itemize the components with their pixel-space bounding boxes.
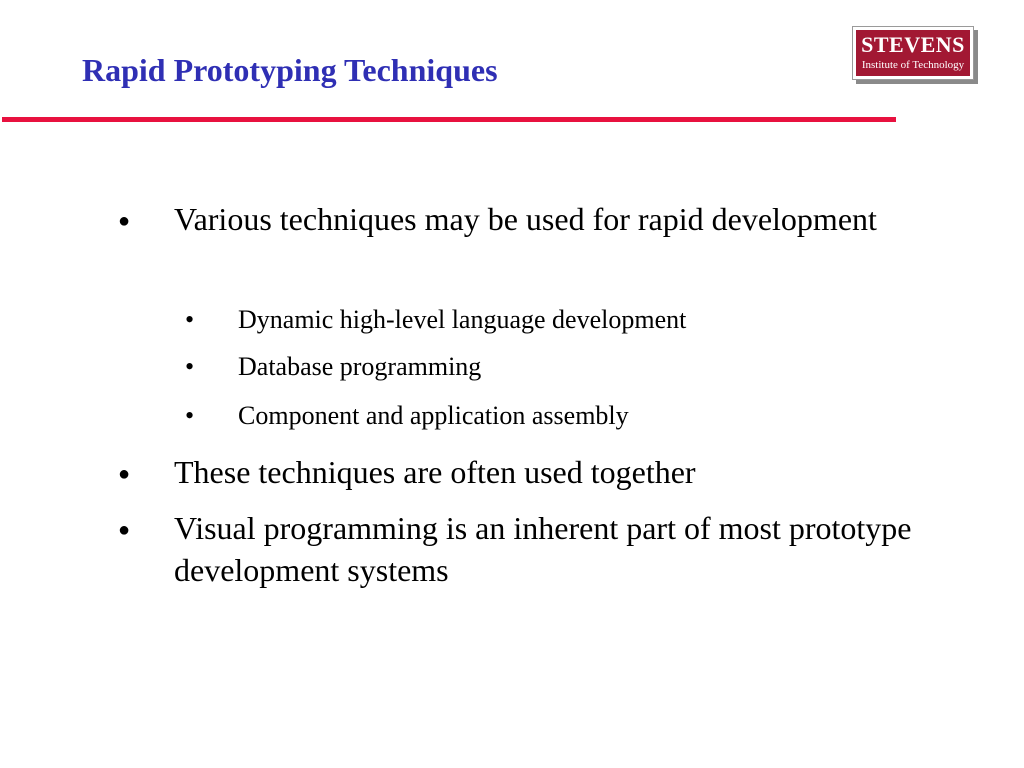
sub-bullet-marker: • (185, 352, 195, 381)
bullet-marker: ● (118, 519, 131, 541)
bullet-text: These techniques are often used together (174, 454, 696, 490)
bullet-marker: ● (118, 210, 131, 232)
sub-bullet-marker: • (185, 305, 195, 334)
logo-name: STEVENS (861, 32, 965, 57)
logo-subtitle: Institute of Technology (861, 59, 965, 71)
sub-bullet-text: Database programming (238, 352, 482, 381)
bullet-marker: ● (118, 463, 131, 485)
sub-bullet-text: Component and application assembly (238, 401, 629, 430)
sub-bullet-text: Dynamic high-level language development (238, 305, 687, 334)
bullet-text: Visual programming is an inherent part of most prototype development systems (174, 510, 912, 588)
sub-bullet-marker: • (185, 401, 195, 430)
bullet-text: Various techniques may be used for rapid development (174, 201, 877, 237)
slide-title: Rapid Prototyping Techniques (82, 52, 498, 88)
